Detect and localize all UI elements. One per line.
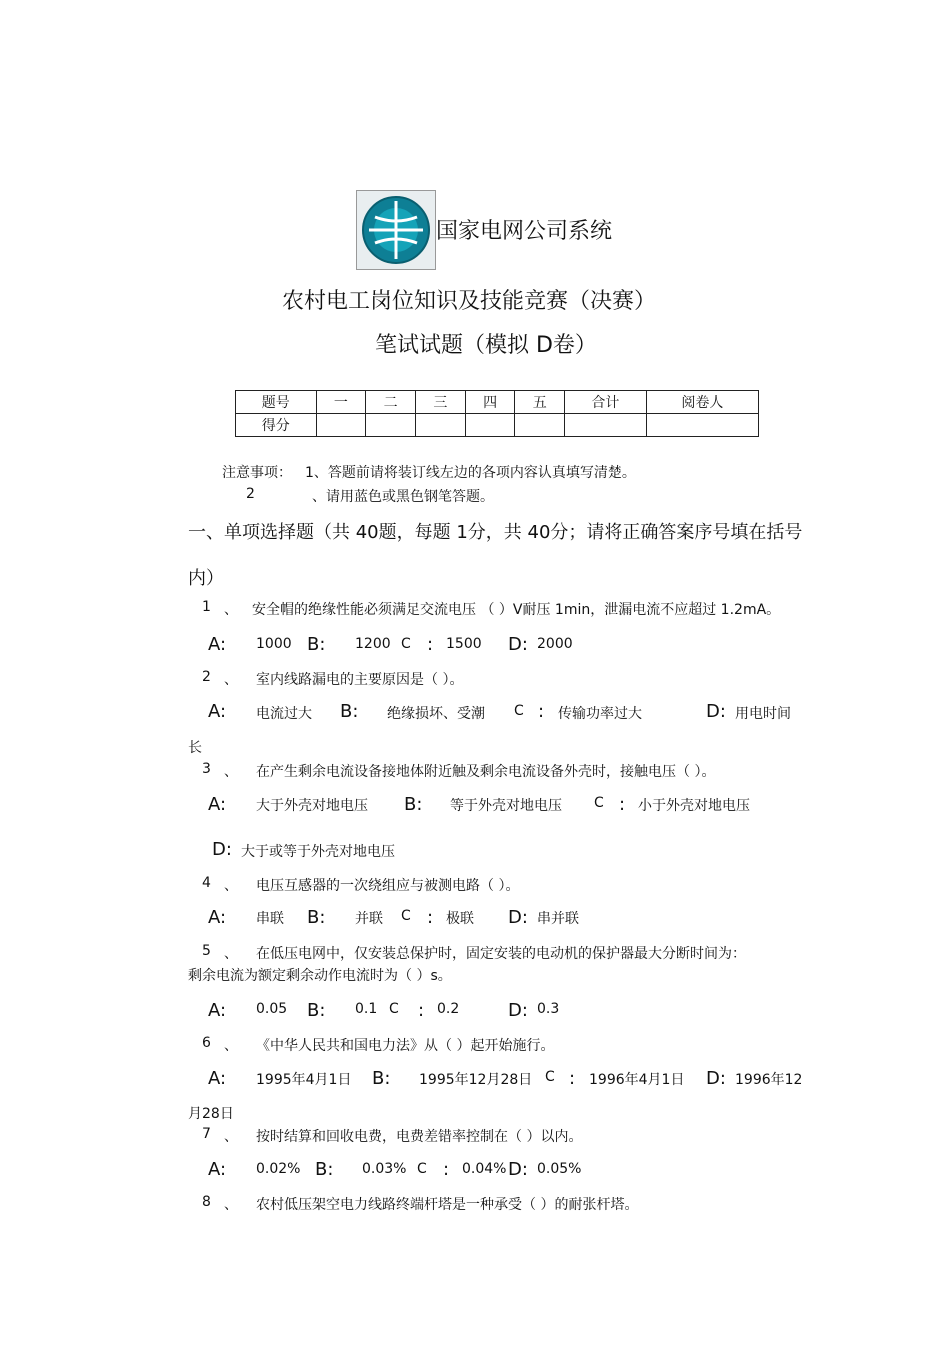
- option-c-label: C: [594, 795, 604, 811]
- option-d-label: D:: [508, 1000, 528, 1021]
- table-row: [236, 391, 759, 414]
- option-c-label: C: [389, 1001, 399, 1017]
- option-d-cont: 长: [188, 740, 202, 756]
- option-a[interactable]: 1995年4月1日: [256, 1072, 352, 1088]
- option-a-label: A:: [208, 1000, 227, 1021]
- question-separator: 、: [224, 1129, 238, 1145]
- option-a-label: A:: [208, 1159, 227, 1180]
- option-d[interactable]: 2000: [537, 636, 573, 652]
- option-d-label: D:: [706, 701, 726, 722]
- option-a[interactable]: 串联: [256, 911, 284, 927]
- score-input-cell[interactable]: [415, 414, 465, 437]
- notice-item-1: 1、答题前请将装订线左边的各项内容认真填写清楚。: [305, 465, 636, 481]
- page-title: 农村电工岗位知识及技能竞赛（决赛）: [282, 289, 657, 314]
- option-c-colon: :: [443, 1159, 450, 1180]
- option-d-label: D:: [706, 1068, 726, 1089]
- score-input-cell[interactable]: [316, 414, 366, 437]
- option-c-colon: :: [569, 1068, 576, 1089]
- question-number: 7: [202, 1126, 211, 1142]
- question-number: 4: [202, 875, 211, 891]
- question-text: 在低压电网中，仅安装总保护时，固定安装的电动机的保护器最大分断时间为：: [256, 946, 746, 962]
- option-d[interactable]: 0.3: [537, 1001, 560, 1017]
- option-c-label: C: [545, 1069, 555, 1085]
- option-d-cont: 月28日: [188, 1106, 234, 1122]
- option-a-label: A:: [208, 907, 227, 928]
- table-cell: 三: [415, 391, 465, 414]
- option-d-label: D:: [508, 1159, 528, 1180]
- option-d-label: D:: [508, 634, 528, 655]
- page-subtitle: 笔试试题（模拟 D卷）: [375, 333, 597, 358]
- option-c-colon: :: [427, 907, 434, 928]
- question-number: 6: [202, 1035, 211, 1051]
- question-text: 《中华人民共和国电力法》从（ ）起开始施行。: [256, 1038, 555, 1054]
- option-c-label: C: [401, 636, 411, 652]
- question-number: 5: [202, 943, 211, 959]
- option-d[interactable]: 用电时间: [735, 706, 791, 722]
- score-input-cell[interactable]: [565, 414, 647, 437]
- table-cell: 一: [316, 391, 366, 414]
- question-text: 按时结算和回收电费，电费差错率控制在（ ）以内。: [256, 1129, 583, 1145]
- notice-label: 注意事项：: [222, 465, 292, 481]
- option-c-label: C: [401, 908, 411, 924]
- option-d-label: D:: [212, 839, 232, 860]
- option-b-label: B:: [372, 1068, 391, 1089]
- question-separator: 、: [224, 878, 238, 894]
- question-text: 在产生剩余电流设备接地体附近触及剩余电流设备外壳时，接触电压（ ）。: [256, 764, 716, 780]
- option-a-label: A:: [208, 634, 227, 655]
- question-separator: 、: [224, 764, 238, 780]
- option-b-label: B:: [307, 1000, 326, 1021]
- option-b[interactable]: 0.03%: [362, 1161, 407, 1177]
- table-cell: 二: [366, 391, 416, 414]
- option-c[interactable]: 小于外壳对地电压: [638, 798, 750, 814]
- option-d-label: D:: [508, 907, 528, 928]
- option-c-colon: :: [619, 794, 626, 815]
- option-b[interactable]: 1200: [355, 636, 391, 652]
- option-c-colon: :: [427, 634, 434, 655]
- table-cell: 四: [465, 391, 515, 414]
- option-c[interactable]: 0.2: [437, 1001, 460, 1017]
- question-number: 1: [202, 599, 211, 615]
- notice-item-2-number: 2: [246, 486, 255, 502]
- score-input-cell[interactable]: [366, 414, 416, 437]
- option-c[interactable]: 极联: [446, 911, 474, 927]
- option-a[interactable]: 0.05: [256, 1001, 288, 1017]
- option-a-label: A:: [208, 1068, 227, 1089]
- question-number: 3: [202, 761, 211, 777]
- table-row: [236, 414, 759, 437]
- option-a[interactable]: 0.02%: [256, 1161, 301, 1177]
- option-b-label: B:: [307, 634, 326, 655]
- option-b-label: B:: [315, 1159, 334, 1180]
- table-cell: 阅卷人: [646, 391, 758, 414]
- section-heading-cont: 内）: [188, 568, 224, 589]
- option-a[interactable]: 大于外壳对地电压: [256, 798, 368, 814]
- question-separator: 、: [224, 1038, 238, 1054]
- option-c[interactable]: 1500: [446, 636, 482, 652]
- option-c-label: C: [514, 703, 524, 719]
- option-a[interactable]: 1000: [256, 636, 292, 652]
- option-b[interactable]: 等于外壳对地电压: [450, 798, 562, 814]
- option-c[interactable]: 0.04%: [462, 1161, 507, 1177]
- option-b[interactable]: 绝缘损坏、受潮: [387, 706, 485, 722]
- option-b[interactable]: 0.1: [355, 1001, 378, 1017]
- question-separator: 、: [224, 946, 238, 962]
- question-text-cont: 剩余电流为额定剩余动作电流时为（ ）s。: [188, 968, 452, 984]
- question-text: 安全帽的绝缘性能必须满足交流电压 （ ）V耐压 1min，泄漏电流不应超过 1.2mA。: [252, 602, 781, 618]
- question-number: 2: [202, 669, 211, 685]
- option-d[interactable]: 串并联: [537, 911, 579, 927]
- question-text: 电压互感器的一次绕组应与被测电路（ ）。: [256, 878, 520, 894]
- option-d[interactable]: 1996年12: [735, 1072, 803, 1088]
- question-separator: 、: [224, 672, 238, 688]
- option-b[interactable]: 并联: [355, 911, 383, 927]
- option-c-colon: :: [538, 701, 545, 722]
- option-a[interactable]: 电流过大: [256, 706, 312, 722]
- score-table: [235, 390, 759, 437]
- state-grid-logo: [356, 190, 436, 270]
- score-input-cell[interactable]: [465, 414, 515, 437]
- globe-icon: [357, 191, 435, 269]
- table-cell: 合计: [565, 391, 647, 414]
- option-c-label: C: [417, 1161, 427, 1177]
- option-a-label: A:: [208, 794, 227, 815]
- option-b-label: B:: [340, 701, 359, 722]
- option-b-label: B:: [404, 794, 423, 815]
- option-a-label: A:: [208, 701, 227, 722]
- question-separator: 、: [224, 1197, 238, 1213]
- table-cell: 五: [515, 391, 565, 414]
- option-c[interactable]: 1996年4月1日: [589, 1072, 685, 1088]
- score-input-cell[interactable]: [515, 414, 565, 437]
- option-c[interactable]: 传输功率过大: [558, 706, 642, 722]
- option-d[interactable]: 大于或等于外壳对地电压: [241, 844, 395, 860]
- org-name: 国家电网公司系统: [436, 219, 613, 244]
- question-number: 8: [202, 1194, 211, 1210]
- notice-item-2: 、请用蓝色或黑色钢笔答题。: [312, 489, 494, 505]
- table-cell: 得分: [236, 414, 317, 437]
- question-separator: 、: [224, 602, 238, 618]
- section-heading: 一、单项选择题（共 40题，每题 1分，共 40分；请将正确答案序号填在括号: [188, 522, 803, 543]
- question-text: 室内线路漏电的主要原因是（ ）。: [256, 672, 464, 688]
- option-c-colon: :: [418, 1000, 425, 1021]
- score-input-cell[interactable]: [646, 414, 758, 437]
- option-d[interactable]: 0.05%: [537, 1161, 582, 1177]
- table-cell: 题号: [236, 391, 317, 414]
- option-b[interactable]: 1995年12月28日: [419, 1072, 533, 1088]
- option-b-label: B:: [307, 907, 326, 928]
- question-text: 农村低压架空电力线路终端杆塔是一种承受（ ）的耐张杆塔。: [256, 1197, 639, 1213]
